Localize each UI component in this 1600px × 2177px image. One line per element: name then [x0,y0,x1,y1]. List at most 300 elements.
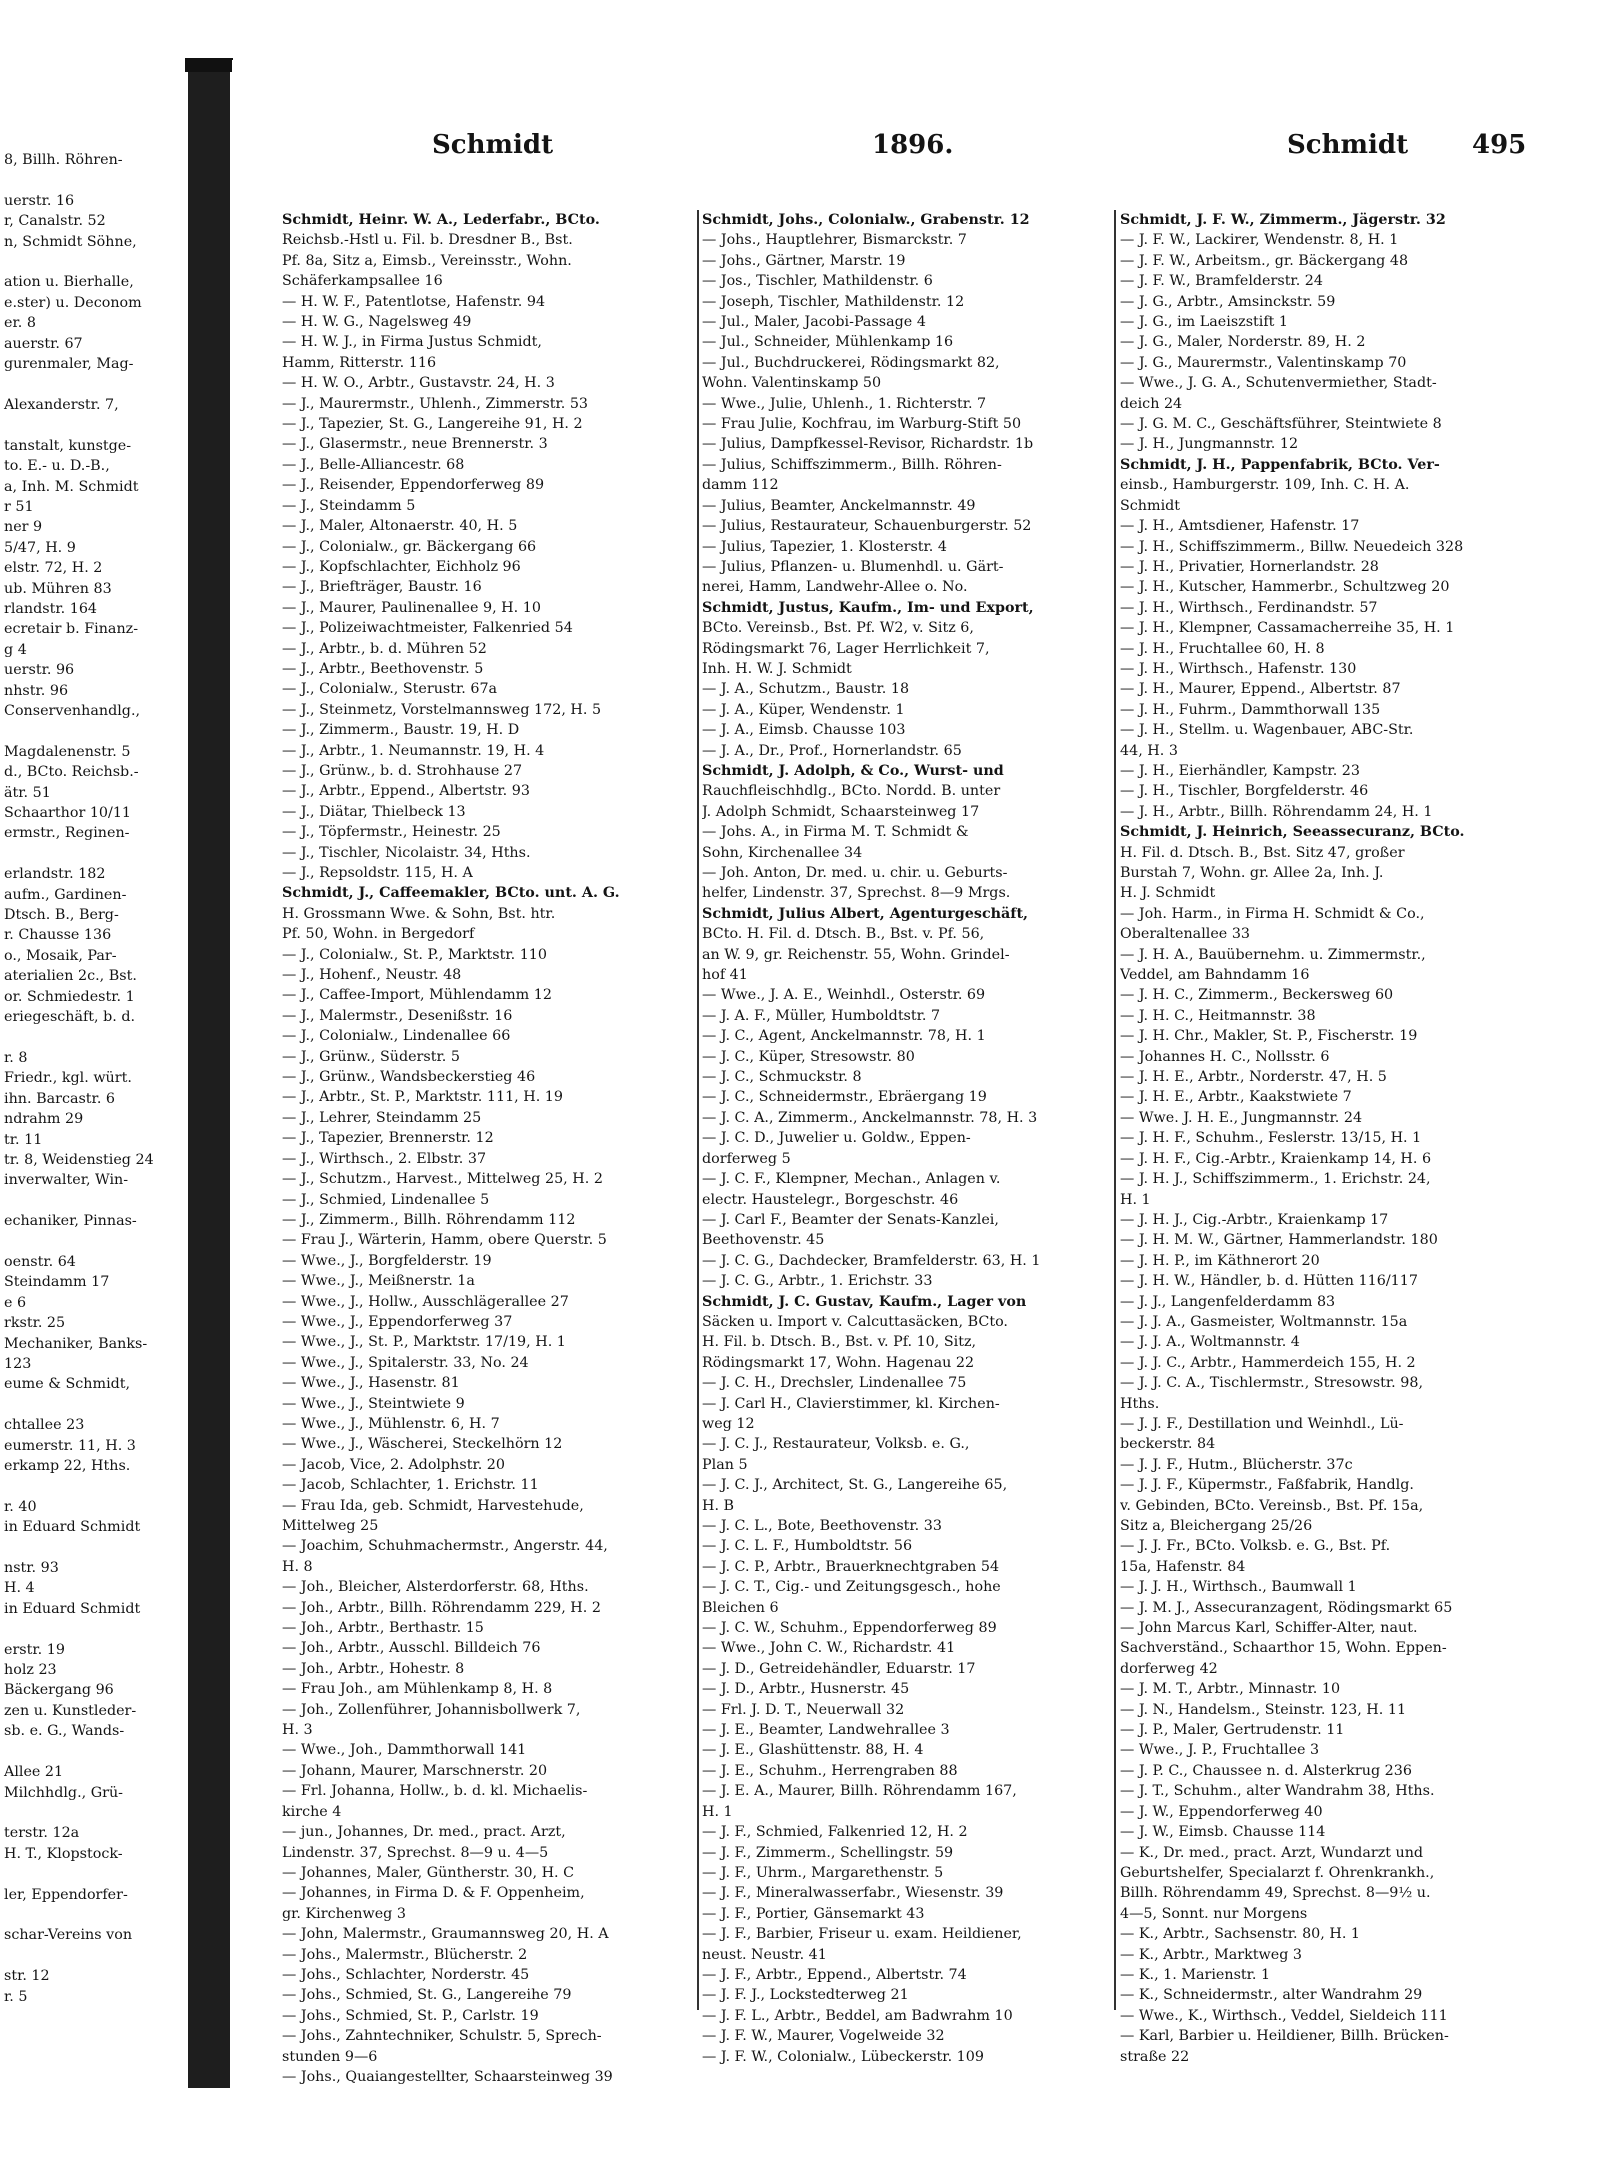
directory-line: — Wwe., J., Wäscherei, Steckelhörn 12 [282,1436,563,1453]
directory-line: — Wwe., J., Hasenstr. 81 [282,1375,460,1392]
directory-line: hof 41 [702,967,748,984]
directory-line: tanstalt, kunstge- [4,437,132,454]
directory-line: — Jul., Buchdruckerei, Rödingsmarkt 82, [702,354,1000,371]
directory-line: — Johannes, in Firma D. & F. Oppenheim, [282,1885,585,1902]
directory-line: in Eduard Schmidt [4,1600,141,1617]
directory-line: — Wwe., J. G. A., Schutenvermiether, Stadt- [1120,375,1437,392]
directory-line: oenstr. 64 [4,1253,76,1270]
directory-line: — John, Malermstr., Graumannsweg 20, H. A [282,1926,609,1943]
directory-line: in Eduard Schmidt [4,1519,141,1536]
directory-line: — J. H., Kutscher, Hammerbr., Schultzweg 20 [1120,579,1450,596]
directory-line: — Wwe., Joh., Dammthorwall 141 [282,1742,527,1759]
directory-line: — Frau Ida, geb. Schmidt, Harvestehude, [282,1497,584,1514]
directory-line: Lindenstr. 37, Sprechst. 8—9 u. 4—5 [282,1844,549,1861]
directory-line: — J. H., Privatier, Hornerlandstr. 28 [1120,558,1379,575]
directory-line: — Wwe., J. A. E., Weinhdl., Osterstr. 69 [702,987,986,1004]
page-number: 495 [1472,130,1527,160]
directory-line: H. Fil. d. Dtsch. B., Bst. Sitz 47, großer [1120,844,1405,861]
directory-line: — Wwe. J. H. E., Jungmannstr. 24 [1120,1109,1363,1126]
directory-line: — J. F. L., Arbtr., Beddel, am Badwrahm 10 [702,2007,1013,2024]
directory-line: g 4 [4,641,27,658]
directory-line: Plan 5 [702,1456,748,1473]
directory-line: H. 4 [4,1580,35,1597]
directory-line: — Julius, Schiffszimmerm., Billh. Röhren- [702,456,1002,473]
directory-line [0,844,188,864]
directory-line: — J., Grünw., Wandsbeckerstieg 46 [282,1069,536,1086]
directory-line: — J. A., Küper, Wendenstr. 1 [702,701,905,718]
directory-line: — J. H., Amtsdiener, Hafenstr. 17 [1120,518,1360,535]
directory-line: — J., Zimmerm., Baustr. 19, H. D [282,722,520,739]
directory-line: nstr. 93 [4,1560,59,1577]
directory-line: dorferweg 42 [1120,1660,1218,1677]
directory-line: a, Inh. M. Schmidt [4,478,139,495]
directory-line: — Wwe., J., St. P., Marktstr. 17/19, H. 1 [282,1334,566,1351]
directory-line: — J. C. J., Architect, St. G., Langereihe 65, [702,1477,1008,1494]
directory-line: — J. C. W., Schuhm., Eppendorferweg 89 [702,1620,997,1637]
directory-line: Mechaniker, Banks- [4,1335,148,1352]
directory-line: uerstr. 16 [4,192,75,209]
directory-line: — H. W. F., Patentlotse, Hafenstr. 94 [282,293,546,310]
directory-line: — Joh., Arbtr., Hohestr. 8 [282,1660,465,1677]
directory-line: — Frau J., Wärterin, Hamm, obere Querstr. 5 [282,1232,607,1249]
directory-line: Säcken u. Import v. Calcuttasäcken, BCto. [702,1313,1008,1330]
directory-line: — J. H., Klempner, Cassamacherreihe 35, H. 1 [1120,620,1455,637]
directory-line: — H. W. O., Arbtr., Gustavstr. 24, H. 3 [282,375,555,392]
directory-line: — J. J. H., Wirthsch., Baumwall 1 [1120,1579,1357,1596]
directory-line: Geburtshelfer, Specialarzt f. Ohrenkrankh., [1120,1864,1435,1881]
directory-line: r, Canalstr. 52 [4,213,106,230]
directory-line: rlandstr. 164 [4,600,98,617]
directory-line: Inh. H. W. J. Schmidt [702,660,852,677]
directory-column-1 [282,210,727,2087]
directory-line: chtallee 23 [4,1417,85,1434]
directory-line: eume & Schmidt, [4,1376,131,1393]
directory-line: Alexanderstr. 7, [4,396,119,413]
directory-line [0,1946,188,1966]
directory-line: terstr. 12a [4,1825,80,1842]
directory-line: Bäckergang 96 [4,1682,114,1699]
directory-line: — Joachim, Schuhmachermstr., Angerstr. 44, [282,1538,608,1555]
directory-line: e.ster) u. Deconom [4,294,142,311]
directory-line: — J. H. C., Zimmerm., Beckersweg 60 [1120,987,1394,1004]
directory-line: — J. M. J., Assecuranzagent, Rödingsmarkt 65 [1120,1599,1453,1616]
directory-line: — J., Wirthsch., 2. Elbstr. 37 [282,1150,487,1167]
directory-line: uerstr. 96 [4,662,75,679]
directory-line: d., BCto. Reichsb.- [4,764,139,781]
directory-line: n, Schmidt Söhne, [4,233,137,250]
directory-line [0,1395,188,1415]
directory-line: — J., Glasermstr., neue Brennerstr. 3 [282,436,548,453]
directory-line: echaniker, Pinnas- [4,1213,137,1230]
directory-line: — Joseph, Tischler, Mathildenstr. 12 [702,293,965,310]
directory-line: — J. H., Stellm. u. Wagenbauer, ABC-Str. [1120,722,1414,739]
directory-line: auerstr. 67 [4,335,83,352]
directory-line: BCto. H. Fil. d. Dtsch. B., Bst. v. Pf. 56, [702,926,985,943]
directory-line: deich 24 [1120,395,1183,412]
directory-line: — Frau Joh., am Mühlenkamp 8, H. 8 [282,1681,553,1698]
directory-line: Beethovenstr. 45 [702,1232,825,1249]
directory-line: gr. Kirchenweg 3 [282,1905,406,1922]
directory-line: — J. H., Maurer, Eppend., Albertstr. 87 [1120,681,1401,698]
directory-line: — J. H. A., Bauübernehm. u. Zimmermstr., [1120,946,1426,963]
directory-line: — J. H. M. W., Gärtner, Hammerlandstr. 180 [1120,1232,1438,1249]
directory-line: — J., Colonialw., St. P., Marktstr. 110 [282,946,547,963]
directory-line: — Johann, Maurer, Marschnerstr. 20 [282,1762,548,1779]
directory-line: — J. J. C., Arbtr., Hammerdeich 155, H. 2 [1120,1354,1416,1371]
directory-line: ndrahm 29 [4,1111,84,1128]
directory-line: o., Mosaik, Par- [4,947,117,964]
directory-line: 123 [4,1355,32,1372]
directory-line: — J. A., Dr., Prof., Hornerlandstr. 65 [702,742,962,759]
directory-line: — J. J. A., Gasmeister, Woltmannstr. 15a [1120,1313,1408,1330]
directory-line: Burstah 7, Wohn. gr. Allee 2a, Inh. J. [1120,865,1384,881]
directory-line: — J., Maurermstr., Uhlenh., Zimmerstr. 53 [282,395,589,412]
directory-line: — J., Malermstr., Desenißstr. 16 [282,1007,513,1024]
directory-line: — Jos., Tischler, Mathildenstr. 6 [702,273,933,290]
directory-line: — J. C. A., Zimmerm., Anckelmannstr. 78, H. 3 [702,1109,1038,1126]
directory-line: — J. H., Eierhändler, Kampstr. 23 [1120,762,1360,779]
directory-line: — J. C. T., Cig.- und Zeitungsgesch., hohe [702,1579,1001,1596]
directory-line: Schmidt, J. Adolph, & Co., Wurst- und [702,762,1004,779]
directory-line: — Wwe., J., Meißnerstr. 1a [282,1273,475,1290]
directory-line: — J., Colonialw., Lindenallee 66 [282,1028,511,1045]
directory-line: — Johs., Gärtner, Marstr. 19 [702,252,906,269]
directory-line: — J. Carl H., Clavierstimmer, kl. Kirchen- [702,1395,1000,1412]
directory-line: — J. H., Wirthsch., Hafenstr. 130 [1120,660,1357,677]
directory-line: — Jacob, Schlachter, 1. Erichstr. 11 [282,1477,539,1494]
directory-line: Pf. 50, Wohn. in Bergedorf [282,926,475,943]
directory-line: — J. F. J., Lockstedterweg 21 [702,1987,909,2004]
directory-line: — J. H., Tischler, Borgfelderstr. 46 [1120,783,1369,800]
directory-line: aterialien 2c., Bst. [4,968,137,985]
directory-line: — Wwe., J., Spitalerstr. 33, No. 24 [282,1354,529,1371]
directory-line: erkamp 22, Hths. [4,1458,131,1474]
directory-line: Veddel, am Bahndamm 16 [1120,967,1310,984]
directory-line [0,1803,188,1823]
directory-line: 8, Billh. Röhren- [4,152,123,168]
directory-line: — J., Arbtr., Eppend., Albertstr. 93 [282,783,530,800]
directory-line: — J. A. F., Müller, Humboldtstr. 7 [702,1007,941,1024]
page-header [232,130,1598,174]
directory-line: — J. F. W., Arbeitsm., gr. Bäckergang 48 [1120,252,1409,269]
directory-line: — Johs., Hauptlehrer, Bismarckstr. 7 [702,232,967,249]
gutter-edge [185,58,233,72]
directory-line: — J., Briefträger, Baustr. 16 [282,579,482,596]
directory-line: r. 8 [4,1049,28,1066]
directory-line [0,1619,188,1639]
directory-line: Dtsch. B., Berg- [4,907,119,924]
directory-line: — J. H. Chr., Makler, St. P., Fischerstr. 19 [1120,1028,1418,1045]
directory-line: Allee 21 [4,1764,64,1781]
directory-line: Rödingsmarkt 76, Lager Herrlichkeit 7, [702,640,990,657]
directory-line: Schäferkampsallee 16 [282,273,443,290]
directory-line [0,1905,188,1925]
directory-line: or. Schmiedestr. 1 [4,988,135,1005]
directory-line: — Wwe., J., Hollw., Ausschlägerallee 27 [282,1293,569,1310]
running-head-right: Schmidt [1287,130,1409,160]
directory-line: H. Fil. b. Dtsch. B., Bst. v. Pf. 10, Sitz, [702,1334,977,1351]
directory-line: — Wwe., John C. W., Richardstr. 41 [702,1640,956,1657]
directory-line: — J. C. P., Arbtr., Brauerknechtgraben 54 [702,1558,1000,1575]
directory-line: — J. J. F., Destillation und Weinhdl., Lü- [1120,1415,1404,1432]
directory-line: — J. E., Beamter, Landwehrallee 3 [702,1722,950,1739]
directory-line: e 6 [4,1294,27,1311]
directory-page [232,60,1598,2160]
directory-line: Rauchfleischhdlg., BCto. Nordd. B. unter [702,783,1001,800]
directory-line: — J., Arbtr., Beethovenstr. 5 [282,660,484,677]
directory-line: — J. E., Schuhm., Herrengraben 88 [702,1762,958,1779]
directory-line: an W. 9, gr. Reichenstr. 55, Wohn. Grindel- [702,946,1010,963]
directory-line: ätr. 51 [4,784,51,801]
directory-line: — J., Arbtr., 1. Neumannstr. 19, H. 4 [282,742,545,759]
directory-line: — J. C., Schmuckstr. 8 [702,1069,862,1086]
directory-line [0,374,188,394]
directory-line: — J. Carl F., Beamter der Senats-Kanzlei, [702,1211,999,1228]
directory-line: — J. E., Glashüttenstr. 88, H. 4 [702,1742,924,1759]
directory-line: stunden 9—6 [282,2048,378,2065]
directory-line: — J., Tischler, Nicolaistr. 34, Hths. [282,844,531,861]
directory-line: — K., Dr. med., pract. Arzt, Wundarzt und [1120,1844,1424,1861]
directory-line: — J. C. G., Arbtr., 1. Erichstr. 33 [702,1273,933,1290]
directory-line: — J. F., Mineralwasserfabr., Wiesenstr. 39 [702,1885,1004,1902]
previous-page-fragment [0,0,188,2177]
directory-line [0,252,188,272]
directory-line [0,1191,188,1211]
directory-line: nerei, Hamm, Landwehr-Allee o. No. [702,579,968,596]
directory-line: — J., Colonialw., gr. Bäckergang 66 [282,538,537,555]
directory-line: — J. C., Agent, Anckelmannstr. 78, H. 1 [702,1028,986,1045]
directory-line: H. 1 [702,1803,733,1820]
directory-line: Mittelweg 25 [282,1518,379,1534]
directory-line [0,1742,188,1762]
directory-line: — J., Steinmetz, Vorstelmannsweg 172, H. 5 [282,701,602,718]
directory-line: sb. e. G., Wands- [4,1723,125,1740]
directory-column-2 [702,210,1122,2067]
directory-line: aufm., Gardinen- [4,886,127,903]
directory-line: Schmidt, Julius Albert, Agenturgeschäft, [702,905,1029,922]
directory-line: — J., Diätar, Thielbeck 13 [282,803,466,820]
directory-line: zen u. Kunstleder- [4,1702,137,1719]
directory-line [0,170,188,190]
directory-line: — J. F., Barbier, Friseur u. exam. Heildiener, [702,1926,1022,1943]
directory-line: — Joh. Harm., in Firma H. Schmidt & Co., [1120,905,1425,922]
directory-line: — J., Reisender, Eppendorferweg 89 [282,477,545,494]
directory-line: — Johs., Malermstr., Blücherstr. 2 [282,1946,528,1963]
directory-line: helfer, Lindenstr. 37, Sprechst. 8—9 Mrgs. [702,885,1011,902]
directory-line: Wohn. Valentinskamp 50 [702,375,882,392]
directory-line: — J., Tapezier, Brennerstr. 12 [282,1130,494,1147]
directory-line: — J. A., Schutzm., Baustr. 18 [702,681,910,698]
directory-line: — J. F. W., Maurer, Vogelweide 32 [702,2028,945,2045]
directory-line: — J., Arbtr., St. P., Marktstr. 111, H. 19 [282,1089,564,1106]
directory-line: — J. F., Portier, Gänsemarkt 43 [702,1905,925,1922]
directory-line: — Julius, Pflanzen- u. Blumenhdl. u. Gärt- [702,558,1004,575]
directory-line: — Joh., Bleicher, Alsterdorferstr. 68, Hths. [282,1579,589,1596]
directory-line: Schmidt, Heinr. W. A., Lederfabr., BCto. [282,212,600,228]
directory-line: — J. C., Schneidermstr., Ebräergang 19 [702,1089,987,1106]
directory-line: Hths. [1120,1395,1160,1412]
directory-line: schar-Vereins von [4,1927,133,1944]
directory-line: — J. G., Maurermstr., Valentinskamp 70 [1120,354,1407,371]
directory-line: — J. H. F., Cig.-Arbtr., Kraienkamp 14, H. 6 [1120,1150,1432,1167]
running-head-left: Schmidt [432,130,554,160]
directory-line: — Joh., Arbtr., Berthastr. 15 [282,1620,484,1637]
directory-line: H. T., Klopstock- [4,1845,123,1862]
directory-line: Schmidt, J. Heinrich, Seeassecuranz, BCto. [1120,824,1465,841]
directory-line: — Joh., Zollenführer, Johannisbollwerk 7, [282,1701,581,1718]
directory-line: Bleichen 6 [702,1599,779,1616]
directory-line: — J. J. C. A., Tischlermstr., Stresowstr. 98, [1120,1375,1423,1392]
directory-line: — J., Lehrer, Steindamm 25 [282,1109,482,1126]
directory-line: ermstr., Reginen- [4,825,130,842]
directory-line: — J. F., Schmied, Falkenried 12, H. 2 [702,1824,968,1841]
directory-line: eriegeschäft, b. d. [4,1009,136,1026]
directory-line: — J., Maurer, Paulinenallee 9, H. 10 [282,599,541,616]
directory-line: — J. C. L., Bote, Beethovenstr. 33 [702,1518,942,1534]
directory-line: ihn. Barcastr. 6 [4,1090,116,1107]
directory-line: erlandstr. 182 [4,866,106,883]
directory-line: Schmidt [1120,497,1181,514]
directory-line: straße 22 [1120,2048,1190,2065]
directory-line: holz 23 [4,1662,57,1679]
directory-line: — K., 1. Marienstr. 1 [1120,1966,1271,1983]
directory-line: — J. F., Arbtr., Eppend., Albertstr. 74 [702,1966,967,1983]
directory-line: — Wwe., Julie, Uhlenh., 1. Richterstr. 7 [702,395,987,412]
directory-line: ub. Mühren 83 [4,580,112,597]
directory-line: 4—5, Sonnt. nur Morgens [1120,1905,1308,1922]
directory-line: Reichsb.-Hstl u. Fil. b. Dresdner B., Bst. [282,232,573,249]
directory-line: nhstr. 96 [4,682,69,699]
directory-line: tr. 8, Weidenstieg 24 [4,1151,154,1168]
directory-line: neust. Neustr. 41 [702,1946,827,1963]
directory-line: — Johs., Schmied, St. P., Carlstr. 19 [282,2007,539,2024]
directory-line: J. Adolph Schmidt, Schaarsteinweg 17 [702,803,980,820]
directory-line: einsb., Hamburgerstr. 109, Inh. C. H. A. [1120,477,1410,494]
directory-line: — J., Steindamm 5 [282,497,416,514]
directory-line: v. Gebinden, BCto. Vereinsb., Bst. Pf. 15a, [1120,1497,1424,1514]
directory-line: — J. H. P., im Käthnerort 20 [1120,1252,1320,1269]
directory-line: — J. C. D., Juwelier u. Goldw., Eppen- [702,1130,971,1147]
directory-line [0,1232,188,1252]
directory-line: — J., Grünw., b. d. Strohhause 27 [282,762,523,779]
directory-line: — J., Schmied, Lindenallee 5 [282,1191,490,1208]
directory-line: — J., Töpfermstr., Heinestr. 25 [282,824,501,841]
directory-line: — Julius, Restaurateur, Schauenburgerstr. 52 [702,518,1032,535]
directory-line: — J., Caffee-Import, Mühlendamm 12 [282,987,552,1004]
directory-line: — J. G., Arbtr., Amsinckstr. 59 [1120,293,1336,310]
directory-line: Schmidt, Johs., Colonialw., Grabenstr. 12 [702,212,1030,228]
directory-line: dorferweg 5 [702,1150,791,1167]
directory-line: — J. H., Schiffszimmerm., Billw. Neuedeich 328 [1120,538,1464,555]
directory-line: — Wwe., K., Wirthsch., Veddel, Sieldeich 111 [1120,2007,1448,2024]
directory-line: Billh. Röhrendamm 49, Sprechst. 8—9½ u. [1120,1885,1431,1902]
directory-line [0,721,188,741]
directory-line [0,415,188,435]
directory-line: — K., Arbtr., Marktweg 3 [1120,1946,1303,1963]
directory-line: — J. F., Uhrm., Margarethenstr. 5 [702,1864,944,1881]
running-head-year: 1896. [872,130,954,160]
directory-line: — Wwe., J. P., Fruchtallee 3 [1120,1742,1320,1759]
directory-line: — Wwe., J., Mühlenstr. 6, H. 7 [282,1415,500,1432]
directory-line: eumerstr. 11, H. 3 [4,1437,136,1454]
directory-line: weg 12 [702,1415,755,1432]
directory-line: — J., Hohenf., Neustr. 48 [282,967,462,984]
directory-line: — J. D., Arbtr., Husnerstr. 45 [702,1681,910,1698]
directory-line: 15a, Hafenstr. 84 [1120,1558,1246,1575]
directory-line: — Frl. J. D. T., Neuerwall 32 [702,1701,905,1718]
directory-line: — J. J., Langenfelderdamm 83 [1120,1293,1336,1310]
directory-line: H. Grossmann Wwe. & Sohn, Bst. htr. [282,905,556,922]
directory-line: 5/47, H. 9 [4,539,76,556]
directory-line: — J., Zimmerm., Billh. Röhrendamm 112 [282,1211,576,1228]
directory-line: — J., Colonialw., Sterustr. 67a [282,681,498,698]
directory-line: r. 5 [4,1988,28,2005]
directory-line: — J. G. M. C., Geschäftsführer, Steintwiete 8 [1120,416,1442,433]
directory-line: — Julius, Tapezier, 1. Klosterstr. 4 [702,538,947,555]
directory-line [0,1538,188,1558]
directory-line: — Johannes, Maler, Güntherstr. 30, H. C [282,1864,575,1881]
directory-line: Sohn, Kirchenallee 34 [702,844,863,861]
directory-line: — J. H., Jungmannstr. 12 [1120,436,1299,453]
directory-line [0,1476,188,1496]
directory-line: erstr. 19 [4,1641,65,1658]
directory-line: — J. G., Maler, Norderstr. 89, H. 2 [1120,334,1366,351]
directory-line: — J. H. W., Händler, b. d. Hütten 116/117 [1120,1273,1418,1290]
directory-line: — Joh., Arbtr., Ausschl. Billdeich 76 [282,1640,541,1657]
directory-line: — Wwe., J., Borgfelderstr. 19 [282,1252,492,1269]
directory-line: — Jul., Schneider, Mühlenkamp 16 [702,334,954,351]
directory-line: — Julius, Dampfkessel-Revisor, Richardstr. 1b [702,436,1034,453]
directory-line: — Wwe., J., Steintwiete 9 [282,1395,465,1412]
book-gutter [188,58,230,2088]
directory-line: ecretair b. Finanz- [4,621,139,638]
directory-line: Milchhdlg., Grü- [4,1784,124,1801]
directory-line: — K., Schneidermstr., alter Wandrahm 29 [1120,1987,1423,2004]
directory-line: — J., Belle-Alliancestr. 68 [282,456,465,473]
directory-line: — J. C. J., Restaurateur, Volksb. e. G., [702,1436,970,1453]
directory-line: — Joh., Arbtr., Billh. Röhrendamm 229, H. 2 [282,1599,601,1616]
directory-line: H. 8 [282,1558,313,1575]
directory-line: — Johs., Schmied, St. G., Langereihe 79 [282,1987,572,2004]
directory-line: ner 9 [4,519,43,536]
directory-line: — J. H. E., Arbtr., Norderstr. 47, H. 5 [1120,1069,1387,1086]
directory-line: — Johs., Quaiangestellter, Schaarsteinweg 39 [282,2068,613,2085]
directory-line: elstr. 72, H. 2 [4,560,103,577]
directory-line: — J. W., Eppendorferweg 40 [1120,1803,1323,1820]
directory-line: — J. C. L. F., Humboldtstr. 56 [702,1538,913,1555]
directory-line: r. 40 [4,1498,37,1515]
directory-line: — J. W., Eimsb. Chausse 114 [1120,1824,1326,1841]
directory-line: — Karl, Barbier u. Heildiener, Billh. Brücken- [1120,2028,1449,2045]
directory-column-3 [1120,210,1550,2067]
directory-line: — J. J. A., Woltmannstr. 4 [1120,1334,1300,1351]
directory-line: Schmidt, J. H., Pappenfabrik, BCto. Ver- [1120,456,1440,473]
directory-line: rkstr. 25 [4,1315,66,1332]
directory-line: tr. 11 [4,1131,43,1148]
directory-line: — Jacob, Vice, 2. Adolphstr. 20 [282,1456,505,1473]
directory-line: to. E.- u. D.-B., [4,458,110,475]
directory-line: — J. P., Maler, Gertrudenstr. 11 [1120,1722,1345,1739]
directory-line: ler, Eppendorfer- [4,1886,128,1903]
directory-line: electr. Haustelegr., Borgeschstr. 46 [702,1191,959,1208]
directory-line: — Johannes H. C., Nollsstr. 6 [1120,1048,1330,1065]
directory-line: er. 8 [4,315,36,332]
directory-line: — J., Repsoldstr. 115, H. A [282,865,473,881]
directory-line: Schaarthor 10/11 [4,805,132,821]
directory-line: — J., Polizeiwachtmeister, Falkenried 54 [282,620,573,637]
directory-line: — K., Arbtr., Sachsenstr. 80, H. 1 [1120,1926,1361,1943]
directory-line: — J. H., Arbtr., Billh. Röhrendamm 24, H. 1 [1120,803,1433,820]
